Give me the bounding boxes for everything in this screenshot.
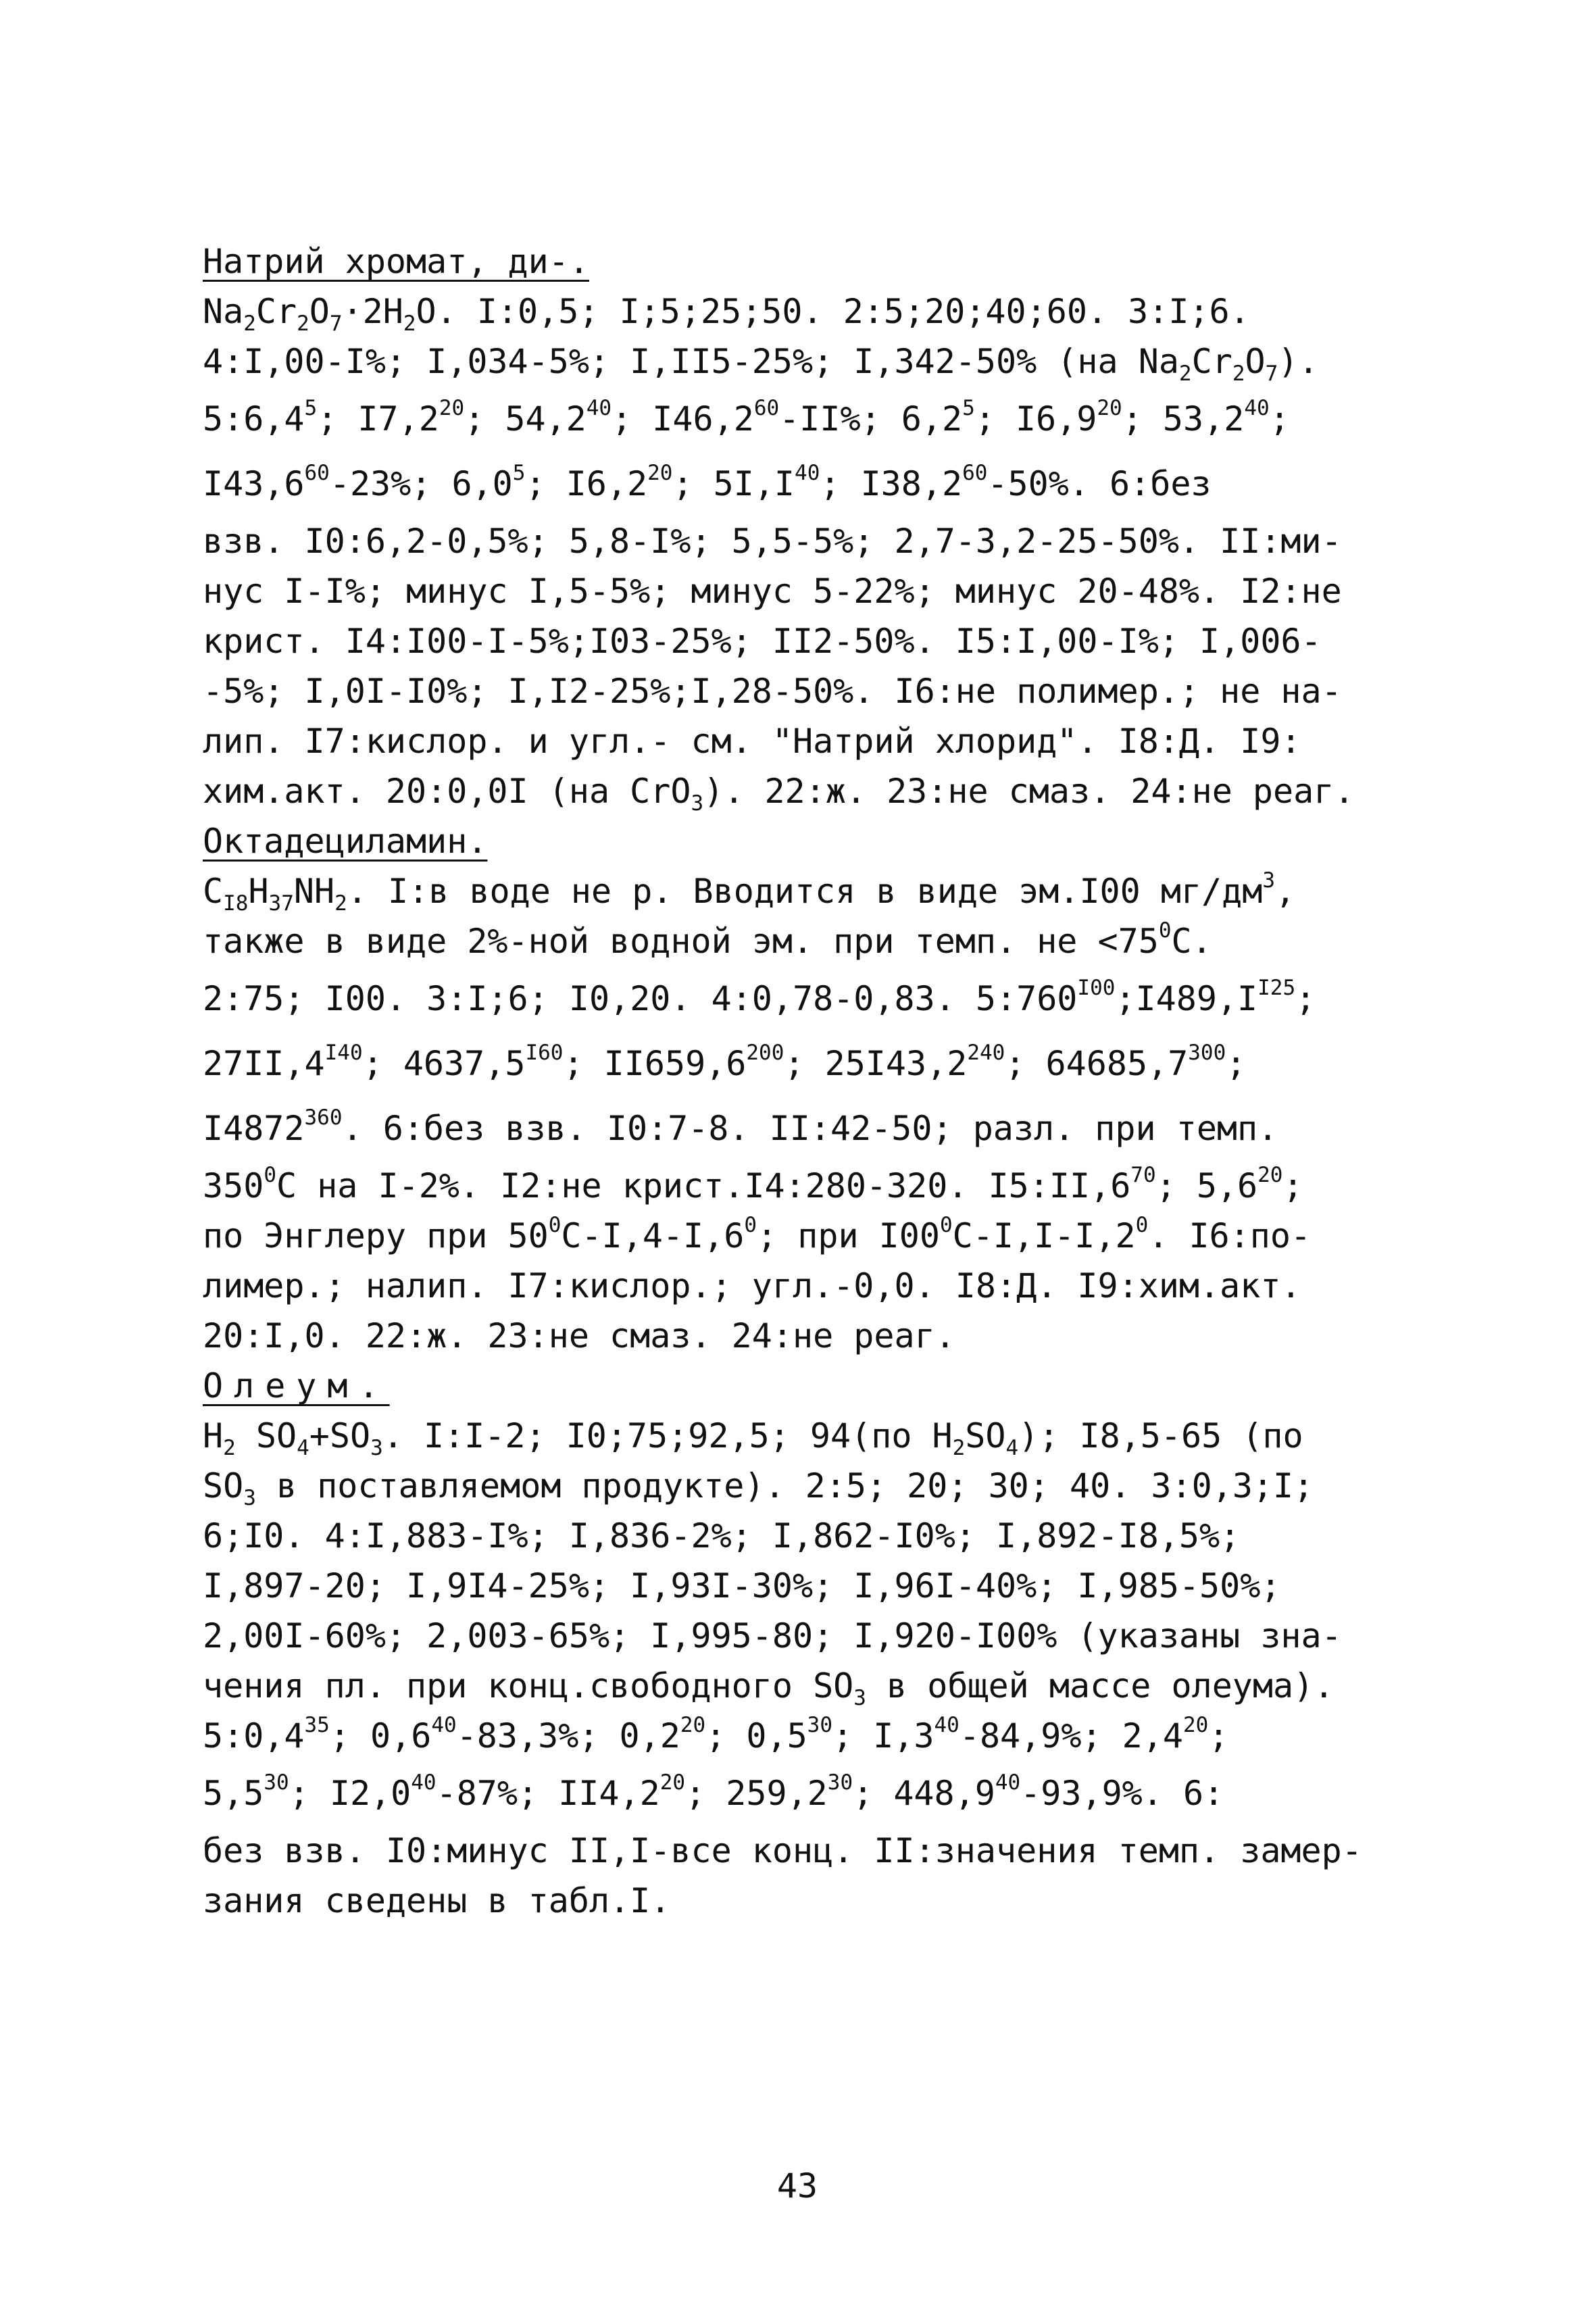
entry-octadecylamine bbox=[203, 816, 1419, 1361]
text-line: 2:75; I00. 3:I;6; I0,20. 4:0,78-0,83. $5:760^{I00};I489,I^{I25}$; bbox=[203, 975, 1316, 1018]
text-line: также в виде 2%-ной водной эм. при темп. не $<75^0C$. bbox=[203, 918, 1212, 961]
text-line: $5:6,4^5$; $I7,2^{20}$; 54,2$^{40}$; I46,2$^{60}$-II%; $6,2^5$; $I6,9^{20}$; 53,2$^{40}$; bbox=[203, 395, 1290, 439]
entry-heading: Октадециламин. bbox=[203, 822, 488, 861]
superscript: 20 bbox=[1097, 395, 1122, 420]
subscript: 2 bbox=[223, 1435, 236, 1460]
text-line: $5,5^{30}$; $I2,0^{40}-87\%$; $II4,2^{20}$; 259,2$^{30}$; 448,9$^{40}$-93,9%. 6: bbox=[203, 1770, 1224, 1813]
superscript: 240 bbox=[967, 1040, 1005, 1065]
text-line: по Энглеру при $50^0C-I,4-I,6^0$; при $I00^0C-I,I-I,2^0$. I6:по- bbox=[203, 1212, 1312, 1255]
superscript: 40 bbox=[934, 1712, 959, 1737]
subscript: 2 bbox=[334, 891, 347, 916]
text-line: $27II,4^{I40}$; $4637,5^{I60}$; II659,6$^{200}$; 25I43,2$^{240}$; 64685,7$^{300}$; bbox=[203, 1040, 1247, 1083]
text-line: чения пл. при конц.свободного $SO_3$ в общей массе олеума). bbox=[203, 1666, 1335, 1710]
entry-heading: Олеум. bbox=[203, 1366, 390, 1405]
superscript: I00 bbox=[1077, 975, 1116, 1000]
text-line: I4872$^{360}$. 6:без взв. I0:7-8. II:42-50; разл. при темп. bbox=[203, 1105, 1278, 1148]
superscript: I25 bbox=[1257, 975, 1296, 1000]
superscript: 30 bbox=[827, 1770, 853, 1795]
superscript: 40 bbox=[795, 460, 820, 485]
text-line: $Na_2Cr_2O_7\cdot 2H_2O$. I:0,5; I;5;25;50. 2:5;20;40;60. 3:I;6. bbox=[203, 292, 1250, 336]
subscript: 2 bbox=[1178, 361, 1192, 386]
subscript: 3 bbox=[370, 1435, 383, 1460]
subscript: 3 bbox=[853, 1685, 866, 1710]
text-line: хим.акт. 20:0,0I (на CrO$_3$). 22:ж. 23:не смаз. 24:не реаг. bbox=[203, 772, 1355, 816]
subscript: 7 bbox=[329, 311, 343, 336]
subscript: 3 bbox=[243, 1485, 256, 1510]
subscript: 3 bbox=[691, 791, 704, 816]
superscript: 0 bbox=[744, 1212, 757, 1237]
superscript: 0 bbox=[1158, 918, 1172, 943]
page-number: 43 bbox=[776, 2166, 818, 2206]
text-line: 20:I,0. 22:ж. 23:не смаз. 24:не реаг. bbox=[203, 1316, 955, 1355]
superscript: 40 bbox=[431, 1712, 457, 1737]
text-line: без взв. I0:минус II,I-все конц. II:значения темп. замер- bbox=[203, 1831, 1362, 1870]
text-line: зания сведены в табл.I. bbox=[203, 1881, 671, 1920]
superscript: 40 bbox=[586, 395, 612, 420]
entry-oleum bbox=[203, 1361, 1419, 1926]
subscript: 4 bbox=[297, 1435, 309, 1460]
superscript: 5 bbox=[512, 460, 526, 485]
superscript: 20 bbox=[439, 395, 465, 420]
text-line: 6;I0. 4:I,883-I%; I,836-2%; I,862-I0%; I,892-I8,5%; bbox=[203, 1516, 1241, 1555]
superscript: 0 bbox=[939, 1212, 953, 1237]
text-line: крист. I4:I00-I-5%;I03-25%; II2-50%. I5:I,00-I%; I,006- bbox=[203, 622, 1322, 661]
superscript: 40 bbox=[1244, 395, 1270, 420]
superscript: 40 bbox=[995, 1770, 1021, 1795]
text-line: лип. I7:кислор. и угл.- см. "Натрий хлорид". I8:Д. I9: bbox=[203, 722, 1301, 761]
text-line: I,897-20; I,9I4-25%; I,93I-30%; I,96I-40%; I,985-50%; bbox=[203, 1566, 1281, 1605]
superscript: 60 bbox=[962, 460, 988, 485]
superscript: 20 bbox=[1257, 1162, 1283, 1187]
text-line: нус I-I%; минус I,5-5%; минус 5-22%; минус 20-48%. I2:не bbox=[203, 572, 1342, 611]
subscript: 4 bbox=[1005, 1435, 1019, 1460]
text-line: лимер.; налип. I7:кислор.; угл.-0,0. I8:Д. I9:хим.акт. bbox=[203, 1266, 1301, 1305]
superscript: 3 bbox=[1262, 868, 1276, 893]
superscript: 5 bbox=[304, 395, 318, 420]
superscript: 40 bbox=[411, 1770, 437, 1795]
superscript: 300 bbox=[1188, 1040, 1226, 1065]
subscript: 37 bbox=[268, 891, 294, 916]
text-line: $SO_3$ в поставляемом продукте). 2:5; 20; 30; 40. 3:0,3;I; bbox=[203, 1466, 1314, 1510]
text-line: $350^0C$ на I-2%. I2:не крист.I4:280-320. $I5:II,6^{70}$; $5,6^{20}$; bbox=[203, 1162, 1303, 1205]
superscript: 60 bbox=[304, 460, 330, 485]
superscript: 30 bbox=[807, 1712, 832, 1737]
document-body bbox=[203, 237, 1419, 1926]
superscript: I40 bbox=[324, 1040, 363, 1065]
subscript: 2 bbox=[243, 311, 256, 336]
text-line: I43,6$^{60}$-23%; $6,0^5$; $I6,2^{20}$; $5I,I^{40}$; I38,2$^{60}$-50%. 6:без bbox=[203, 460, 1212, 503]
superscript: 360 bbox=[304, 1105, 343, 1130]
superscript: 0 bbox=[548, 1212, 562, 1237]
text-line: $H_2$ $SO_4+SO_3$. I:I-2; I0;75;92,5; 94(по $H_2SO_4$); I8,5-65 (по bbox=[203, 1416, 1303, 1460]
text-line: -5%; I,0I-I0%; I,I2-25%;I,28-50%. I6:не полимер.; не на- bbox=[203, 672, 1342, 711]
subscript: 2 bbox=[297, 311, 309, 336]
text-line: $5:0,4^{35}$; $0,6^{40}-83,3\%$; $0,2^{20}$; $0,5^{30}$; $I,3^{40}-84,9\%$; $2,4^{20}$; bbox=[203, 1712, 1229, 1756]
text-line: 4:I,00-I%; I,034-5%; I,II5-25%; I,342-50% (на $Na_2Cr_2O_7$). bbox=[203, 342, 1319, 386]
subscript: 2 bbox=[403, 311, 416, 336]
subscript: 2 bbox=[952, 1435, 966, 1460]
text-line: 2,00I-60%; 2,003-65%; I,995-80; I,920-I00% (указаны зна- bbox=[203, 1616, 1342, 1656]
subscript: 7 bbox=[1265, 361, 1278, 386]
superscript: I60 bbox=[525, 1040, 564, 1065]
superscript: 0 bbox=[264, 1162, 276, 1187]
text-line: $C_{I8}H_{37}NH_2$. I:в воде не р. Вводится в виде эм.I00 $мг/дм^3$, bbox=[203, 868, 1296, 916]
superscript: 60 bbox=[753, 395, 780, 420]
entry-heading: Натрий хромат, ди-. bbox=[203, 242, 589, 281]
superscript: 20 bbox=[1182, 1712, 1209, 1737]
entry-sodium-dichromate bbox=[203, 237, 1419, 816]
superscript: 20 bbox=[647, 460, 673, 485]
superscript: 20 bbox=[680, 1712, 706, 1737]
text-line: взв. I0:6,2-0,5%; 5,8-I%; 5,5-5%; 2,7-3,2-25-50%. II:ми- bbox=[203, 522, 1342, 561]
superscript: 200 bbox=[746, 1040, 784, 1065]
subscript: 2 bbox=[1232, 361, 1245, 386]
superscript: 35 bbox=[304, 1712, 330, 1737]
subscript: I8 bbox=[223, 891, 249, 916]
superscript: 0 bbox=[1135, 1212, 1149, 1237]
superscript: 30 bbox=[264, 1770, 289, 1795]
superscript: 70 bbox=[1130, 1162, 1156, 1187]
superscript: 20 bbox=[659, 1770, 686, 1795]
superscript: 5 bbox=[962, 395, 975, 420]
